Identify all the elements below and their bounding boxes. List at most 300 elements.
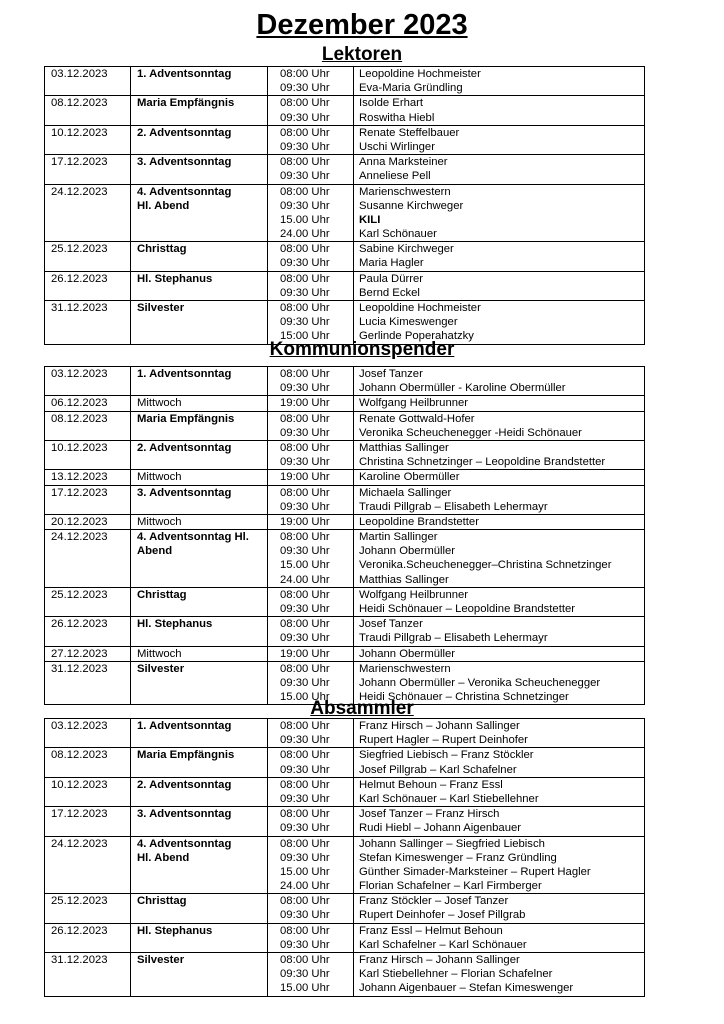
person-name: Bernd Eckel xyxy=(359,286,420,299)
time-text: 15.00 Uhr xyxy=(280,213,330,226)
table-row xyxy=(45,154,644,183)
time-cell xyxy=(268,155,354,183)
date-cell xyxy=(45,953,131,996)
table-row xyxy=(45,395,644,410)
time-cell xyxy=(268,96,354,124)
time-text: 08:00 Uhr xyxy=(280,924,330,937)
time-text: 08:00 Uhr xyxy=(280,302,330,314)
date-text: 08.12.2023 xyxy=(51,412,108,425)
date-cell xyxy=(45,96,131,124)
table-row xyxy=(45,367,644,395)
date-text: 25.12.2023 xyxy=(51,895,108,908)
person-name: Michaela Sallinger xyxy=(359,486,452,499)
time-text: 08:00 Uhr xyxy=(280,185,330,198)
time-text: 24.00 Uhr xyxy=(280,573,330,586)
occasion-text: Maria Empfängnis xyxy=(137,749,235,762)
occasion-text: 4. Adventsonntag xyxy=(137,185,232,198)
person-name: Renate Gottwald-Hofer xyxy=(359,412,475,425)
time-cell xyxy=(268,748,354,776)
time-text: 15.00 Uhr xyxy=(280,982,330,995)
table-row xyxy=(45,67,644,95)
person-name: Franz Stöckler – Josef Tanzer xyxy=(359,895,509,908)
table-row xyxy=(45,529,644,587)
table-row xyxy=(45,485,644,514)
occasion-text: 2. Adventsonntag xyxy=(137,441,232,454)
occasion-cell xyxy=(131,486,268,514)
date-cell xyxy=(45,301,131,344)
time-text: 08:00 Uhr xyxy=(280,531,330,544)
time-cell xyxy=(268,126,354,154)
names-cell xyxy=(354,807,644,835)
occasion-cell xyxy=(131,530,268,587)
table-row xyxy=(45,469,644,484)
occasion-text: Mittwoch xyxy=(137,397,182,410)
time-text: 09:30 Uhr xyxy=(280,851,330,864)
time-text: 08:00 Uhr xyxy=(280,618,330,631)
time-text: 15:00 Uhr xyxy=(280,330,330,343)
table-row xyxy=(45,719,644,747)
date-cell xyxy=(45,367,131,395)
time-cell xyxy=(268,470,354,484)
occasion-cell xyxy=(131,441,268,469)
occasion-cell xyxy=(131,778,268,806)
time-cell xyxy=(268,719,354,747)
occasion-text: Hl. Stephanus xyxy=(137,618,213,631)
person-name: Traudi Pillgrab – Elisabeth Lehermayr xyxy=(359,632,548,645)
names-cell xyxy=(354,486,644,514)
time-cell xyxy=(268,242,354,270)
names-cell xyxy=(354,719,644,747)
date-text: 26.12.2023 xyxy=(51,924,108,937)
person-name: Karl Stiebellehner – Florian Schafelner xyxy=(359,968,553,981)
occasion-text: Silvester xyxy=(137,954,185,966)
person-name: Sabine Kirchweger xyxy=(359,243,454,256)
time-text: 08:00 Uhr xyxy=(280,156,330,169)
time-cell xyxy=(268,486,354,514)
date-cell xyxy=(45,272,131,300)
names-cell xyxy=(354,470,644,484)
time-text: 08:00 Uhr xyxy=(280,97,330,110)
occasion-text: Mittwoch xyxy=(137,471,182,484)
time-text: 08:00 Uhr xyxy=(280,778,330,791)
date-cell xyxy=(45,924,131,952)
person-name: Anneliese Pell xyxy=(359,170,431,183)
date-cell xyxy=(45,515,131,529)
occasion-text: 4. Adventsonntag Hl. xyxy=(137,531,249,544)
person-name: Paula Dürrer xyxy=(359,272,424,285)
date-text: 17.12.2023 xyxy=(51,486,108,499)
person-name: Günther Simader-Marksteiner – Rupert Hagler xyxy=(359,865,591,878)
time-text: 08:00 Uhr xyxy=(280,662,330,675)
date-text: 31.12.2023 xyxy=(51,302,108,314)
time-text: 09:30 Uhr xyxy=(280,456,330,469)
table-row xyxy=(45,893,644,922)
table-row xyxy=(45,747,644,776)
time-text: 24.00 Uhr xyxy=(280,880,330,893)
names-cell xyxy=(354,530,644,587)
table-row xyxy=(45,184,644,242)
date-cell xyxy=(45,396,131,410)
date-text: 03.12.2023 xyxy=(51,68,108,80)
occasion-text: Hl. Stephanus xyxy=(137,272,213,285)
occasion-cell xyxy=(131,894,268,922)
table-row xyxy=(45,271,644,300)
occasion-text: Hl. Abend xyxy=(137,199,190,212)
date-cell xyxy=(45,807,131,835)
occasion-text: Hl. Abend xyxy=(137,851,190,864)
person-name: Christina Schnetzinger – Leopoldine Brandstetter xyxy=(359,456,606,469)
date-text: 06.12.2023 xyxy=(51,397,108,410)
date-cell xyxy=(45,748,131,776)
person-name: Leopoldine Hochmeister xyxy=(359,302,481,314)
date-text: 03.12.2023 xyxy=(51,368,108,380)
table-row xyxy=(45,241,644,270)
time-text: 08:00 Uhr xyxy=(280,68,330,80)
names-cell xyxy=(354,185,644,242)
date-text: 03.12.2023 xyxy=(51,720,108,732)
time-cell xyxy=(268,185,354,242)
time-text: 09:30 Uhr xyxy=(280,140,330,153)
person-name: Marienschwestern xyxy=(359,185,451,198)
person-name: Karoline Obermüller xyxy=(359,471,460,484)
person-name: Wolfgang Heilbrunner xyxy=(359,588,469,601)
time-text: 08:00 Uhr xyxy=(280,837,330,850)
table-row xyxy=(45,777,644,806)
names-cell xyxy=(354,894,644,922)
names-cell xyxy=(354,515,644,529)
time-text: 09:30 Uhr xyxy=(280,792,330,805)
date-text: 10.12.2023 xyxy=(51,126,108,139)
person-name: Lucia Kimeswenger xyxy=(359,316,458,329)
table-row xyxy=(45,616,644,645)
time-text: 08:00 Uhr xyxy=(280,808,330,821)
person-name: Rupert Deinhofer – Josef Pillgrab xyxy=(359,909,526,922)
names-cell xyxy=(354,272,644,300)
person-name: Josef Tanzer – Franz Hirsch xyxy=(359,808,500,821)
time-text: 09:30 Uhr xyxy=(280,111,330,124)
person-name: Josef Tanzer xyxy=(359,618,423,631)
time-cell xyxy=(268,301,354,344)
section-heading-kommunionspender: Kommunionspender xyxy=(269,339,455,360)
date-cell xyxy=(45,778,131,806)
time-text: 09:30 Uhr xyxy=(280,822,330,835)
names-cell xyxy=(354,588,644,616)
date-text: 27.12.2023 xyxy=(51,647,108,660)
time-cell xyxy=(268,441,354,469)
person-name: Stefan Kimeswenger – Franz Gründling xyxy=(359,851,557,864)
person-name: Matthias Sallinger xyxy=(359,441,449,454)
time-cell xyxy=(268,924,354,952)
person-name: Renate Steffelbauer xyxy=(359,126,460,139)
date-text: 17.12.2023 xyxy=(51,156,108,169)
time-text: 09:30 Uhr xyxy=(280,545,330,558)
date-cell xyxy=(45,647,131,661)
names-cell xyxy=(354,155,644,183)
person-name: Heidi Schönauer – Christina Schnetzinger xyxy=(359,691,569,704)
occasion-text: 3. Adventsonntag xyxy=(137,808,232,821)
person-name: Karl Schönauer xyxy=(359,228,437,241)
date-text: 25.12.2023 xyxy=(51,243,108,256)
person-name: Rudi Hiebl – Johann Aigenbauer xyxy=(359,822,522,835)
person-name: Josef Pillgrab – Karl Schafelner xyxy=(359,763,517,776)
occasion-text: 3. Adventsonntag xyxy=(137,156,232,169)
time-cell xyxy=(268,367,354,395)
date-cell xyxy=(45,67,131,95)
occasion-text: Mittwoch xyxy=(137,515,182,528)
date-text: 26.12.2023 xyxy=(51,618,108,631)
occasion-cell xyxy=(131,837,268,894)
time-cell xyxy=(268,412,354,440)
occasion-cell xyxy=(131,719,268,747)
occasion-cell xyxy=(131,155,268,183)
time-cell xyxy=(268,837,354,894)
date-cell xyxy=(45,662,131,705)
time-text: 09:30 Uhr xyxy=(280,938,330,951)
time-text: 09:30 Uhr xyxy=(280,676,330,689)
table-row xyxy=(45,411,644,440)
schedule-table-lektoren xyxy=(44,66,645,345)
table-row xyxy=(45,646,644,661)
time-cell xyxy=(268,953,354,996)
date-text: 10.12.2023 xyxy=(51,778,108,791)
time-text: 08:00 Uhr xyxy=(280,749,330,762)
occasion-cell xyxy=(131,185,268,242)
person-name: Josef Tanzer xyxy=(359,368,423,380)
person-name: Veronika.Scheuchenegger–Christina Schnetzinger xyxy=(359,559,612,572)
time-text: 09:30 Uhr xyxy=(280,968,330,981)
time-cell xyxy=(268,515,354,529)
names-cell xyxy=(354,412,644,440)
occasion-cell xyxy=(131,953,268,996)
time-text: 15.00 Uhr xyxy=(280,559,330,572)
time-text: 08:00 Uhr xyxy=(280,486,330,499)
names-cell xyxy=(354,953,644,996)
date-text: 08.12.2023 xyxy=(51,749,108,762)
time-text: 08:00 Uhr xyxy=(280,368,330,380)
date-text: 10.12.2023 xyxy=(51,441,108,454)
date-text: 31.12.2023 xyxy=(51,662,108,675)
table-row xyxy=(45,95,644,124)
occasion-text: Christtag xyxy=(137,243,187,256)
person-name: Matthias Sallinger xyxy=(359,573,449,586)
occasion-text: Silvester xyxy=(137,662,185,675)
occasion-cell xyxy=(131,647,268,661)
table-row xyxy=(45,125,644,154)
time-text: 08:00 Uhr xyxy=(280,588,330,601)
time-text: 09:30 Uhr xyxy=(280,734,330,747)
occasion-cell xyxy=(131,367,268,395)
occasion-cell xyxy=(131,588,268,616)
person-name: Heidi Schönauer – Leopoldine Brandstetter xyxy=(359,603,576,615)
person-name: Johann Obermüller – Veronika Scheuchenegger xyxy=(359,676,601,689)
schedule-table-kommunionspender xyxy=(44,366,645,705)
occasion-cell xyxy=(131,662,268,705)
occasion-cell xyxy=(131,617,268,645)
time-text: 15.00 Uhr xyxy=(280,865,330,878)
occasion-cell xyxy=(131,470,268,484)
occasion-text: 4. Adventsonntag xyxy=(137,837,232,850)
table-row xyxy=(45,806,644,835)
occasion-text: Silvester xyxy=(137,302,185,314)
person-name: Helmut Behoun – Franz Essl xyxy=(359,778,503,791)
names-cell xyxy=(354,778,644,806)
date-text: 26.12.2023 xyxy=(51,272,108,285)
names-cell xyxy=(354,67,644,95)
time-text: 09:30 Uhr xyxy=(280,632,330,645)
time-text: 24.00 Uhr xyxy=(280,228,330,241)
names-cell xyxy=(354,441,644,469)
person-name: Siegfried Liebisch – Franz Stöckler xyxy=(359,749,534,762)
person-name: Johann Obermüller - Karoline Obermüller xyxy=(359,382,566,395)
time-cell xyxy=(268,647,354,661)
names-cell xyxy=(354,748,644,776)
occasion-cell xyxy=(131,807,268,835)
table-row xyxy=(45,836,644,894)
time-text: 09:30 Uhr xyxy=(280,82,330,95)
time-cell xyxy=(268,807,354,835)
time-text: 08:00 Uhr xyxy=(280,243,330,256)
person-name: Franz Essl – Helmut Behoun xyxy=(359,924,503,937)
table-row xyxy=(45,514,644,529)
person-name: Roswitha Hiebl xyxy=(359,111,435,124)
date-cell xyxy=(45,486,131,514)
time-text: 09:30 Uhr xyxy=(280,170,330,183)
table-row xyxy=(45,440,644,469)
date-cell xyxy=(45,185,131,242)
person-name: Johann Aigenbauer – Stefan Kimeswenger xyxy=(359,982,574,995)
time-text: 09:30 Uhr xyxy=(280,316,330,329)
person-name: Karl Schafelner – Karl Schönauer xyxy=(359,938,527,951)
person-name: Johann Obermüller xyxy=(359,545,456,558)
date-cell xyxy=(45,617,131,645)
person-name: Franz Hirsch – Johann Sallinger xyxy=(359,954,520,966)
date-cell xyxy=(45,894,131,922)
person-name: Franz Hirsch – Johann Sallinger xyxy=(359,720,520,732)
table-row xyxy=(45,952,644,996)
date-cell xyxy=(45,588,131,616)
page-title: Dezember 2023 xyxy=(256,9,468,41)
time-text: 08:00 Uhr xyxy=(280,441,330,454)
time-cell xyxy=(268,588,354,616)
date-cell xyxy=(45,441,131,469)
person-name: Susanne Kirchweger xyxy=(359,199,464,212)
time-text: 08:00 Uhr xyxy=(280,720,330,732)
table-row xyxy=(45,923,644,952)
occasion-cell xyxy=(131,924,268,952)
time-cell xyxy=(268,67,354,95)
time-text: 09:30 Uhr xyxy=(280,500,330,513)
person-name: Karl Schönauer – Karl Stiebellehner xyxy=(359,792,539,805)
occasion-cell xyxy=(131,396,268,410)
time-text: 19:00 Uhr xyxy=(280,397,330,410)
person-name: Isolde Erhart xyxy=(359,97,424,110)
person-name: Gerlinde Poperahatzky xyxy=(359,330,474,343)
occasion-text: Maria Empfängnis xyxy=(137,97,235,110)
person-name: Johann Sallinger – Siegfried Liebisch xyxy=(359,837,545,850)
occasion-text: Mittwoch xyxy=(137,647,182,660)
time-cell xyxy=(268,396,354,410)
date-text: 24.12.2023 xyxy=(51,185,108,198)
occasion-cell xyxy=(131,67,268,95)
person-name: Uschi Wirlinger xyxy=(359,140,435,153)
date-cell xyxy=(45,155,131,183)
time-cell xyxy=(268,617,354,645)
names-cell xyxy=(354,837,644,894)
occasion-text: 3. Adventsonntag xyxy=(137,486,232,499)
date-text: 08.12.2023 xyxy=(51,97,108,110)
names-cell xyxy=(354,301,644,344)
date-cell xyxy=(45,530,131,587)
person-name: Florian Schafelner – Karl Firmberger xyxy=(359,880,542,893)
date-text: 25.12.2023 xyxy=(51,588,108,601)
time-cell xyxy=(268,778,354,806)
names-cell xyxy=(354,617,644,645)
table-row xyxy=(45,300,644,344)
occasion-text: 2. Adventsonntag xyxy=(137,126,232,139)
occasion-text: 1. Adventsonntag xyxy=(137,68,232,80)
occasion-cell xyxy=(131,272,268,300)
date-text: 24.12.2023 xyxy=(51,837,108,850)
person-name: Traudi Pillgrab – Elisabeth Lehermayr xyxy=(359,500,548,513)
time-text: 09:30 Uhr xyxy=(280,382,330,395)
person-name: Johann Obermüller xyxy=(359,647,456,660)
occasion-cell xyxy=(131,301,268,344)
time-text: 19:00 Uhr xyxy=(280,515,330,528)
person-name: Rupert Hagler – Rupert Deinhofer xyxy=(359,734,528,747)
date-cell xyxy=(45,242,131,270)
time-text: 08:00 Uhr xyxy=(280,412,330,425)
time-text: 09:30 Uhr xyxy=(280,199,330,212)
person-name: Maria Hagler xyxy=(359,257,424,270)
names-cell xyxy=(354,924,644,952)
occasion-cell xyxy=(131,748,268,776)
occasion-text: Hl. Stephanus xyxy=(137,924,213,937)
occasion-text: 2. Adventsonntag xyxy=(137,778,232,791)
time-text: 09:30 Uhr xyxy=(280,426,330,439)
date-cell xyxy=(45,837,131,894)
time-text: 08:00 Uhr xyxy=(280,954,330,966)
time-text: 09:30 Uhr xyxy=(280,257,330,270)
occasion-cell xyxy=(131,242,268,270)
person-name: Veronika Scheuchenegger -Heidi Schönauer xyxy=(359,426,582,439)
names-cell xyxy=(354,396,644,410)
occasion-cell xyxy=(131,126,268,154)
person-name: Leopoldine Brandstetter xyxy=(359,515,479,528)
occasion-text: Christtag xyxy=(137,895,187,908)
names-cell xyxy=(354,126,644,154)
time-text: 09:30 Uhr xyxy=(280,763,330,776)
occasion-cell xyxy=(131,96,268,124)
time-text: 08:00 Uhr xyxy=(280,272,330,285)
time-text: 19:00 Uhr xyxy=(280,471,330,484)
occasion-cell xyxy=(131,412,268,440)
names-cell xyxy=(354,96,644,124)
occasion-text: 1. Adventsonntag xyxy=(137,368,232,380)
person-name: Wolfgang Heilbrunner xyxy=(359,397,469,410)
person-name: Anna Marksteiner xyxy=(359,156,448,169)
names-cell xyxy=(354,647,644,661)
time-text: 08:00 Uhr xyxy=(280,895,330,908)
date-cell xyxy=(45,412,131,440)
person-name: Leopoldine Hochmeister xyxy=(359,68,481,80)
person-name: Eva-Maria Gründling xyxy=(359,82,463,95)
schedule-table-absammler xyxy=(44,718,645,997)
time-text: 15.00 Uhr xyxy=(280,691,330,704)
occasion-text: 1. Adventsonntag xyxy=(137,720,232,732)
section-heading-lektoren: Lektoren xyxy=(321,44,403,65)
person-name: Martin Sallinger xyxy=(359,531,438,544)
time-text: 09:30 Uhr xyxy=(280,286,330,299)
